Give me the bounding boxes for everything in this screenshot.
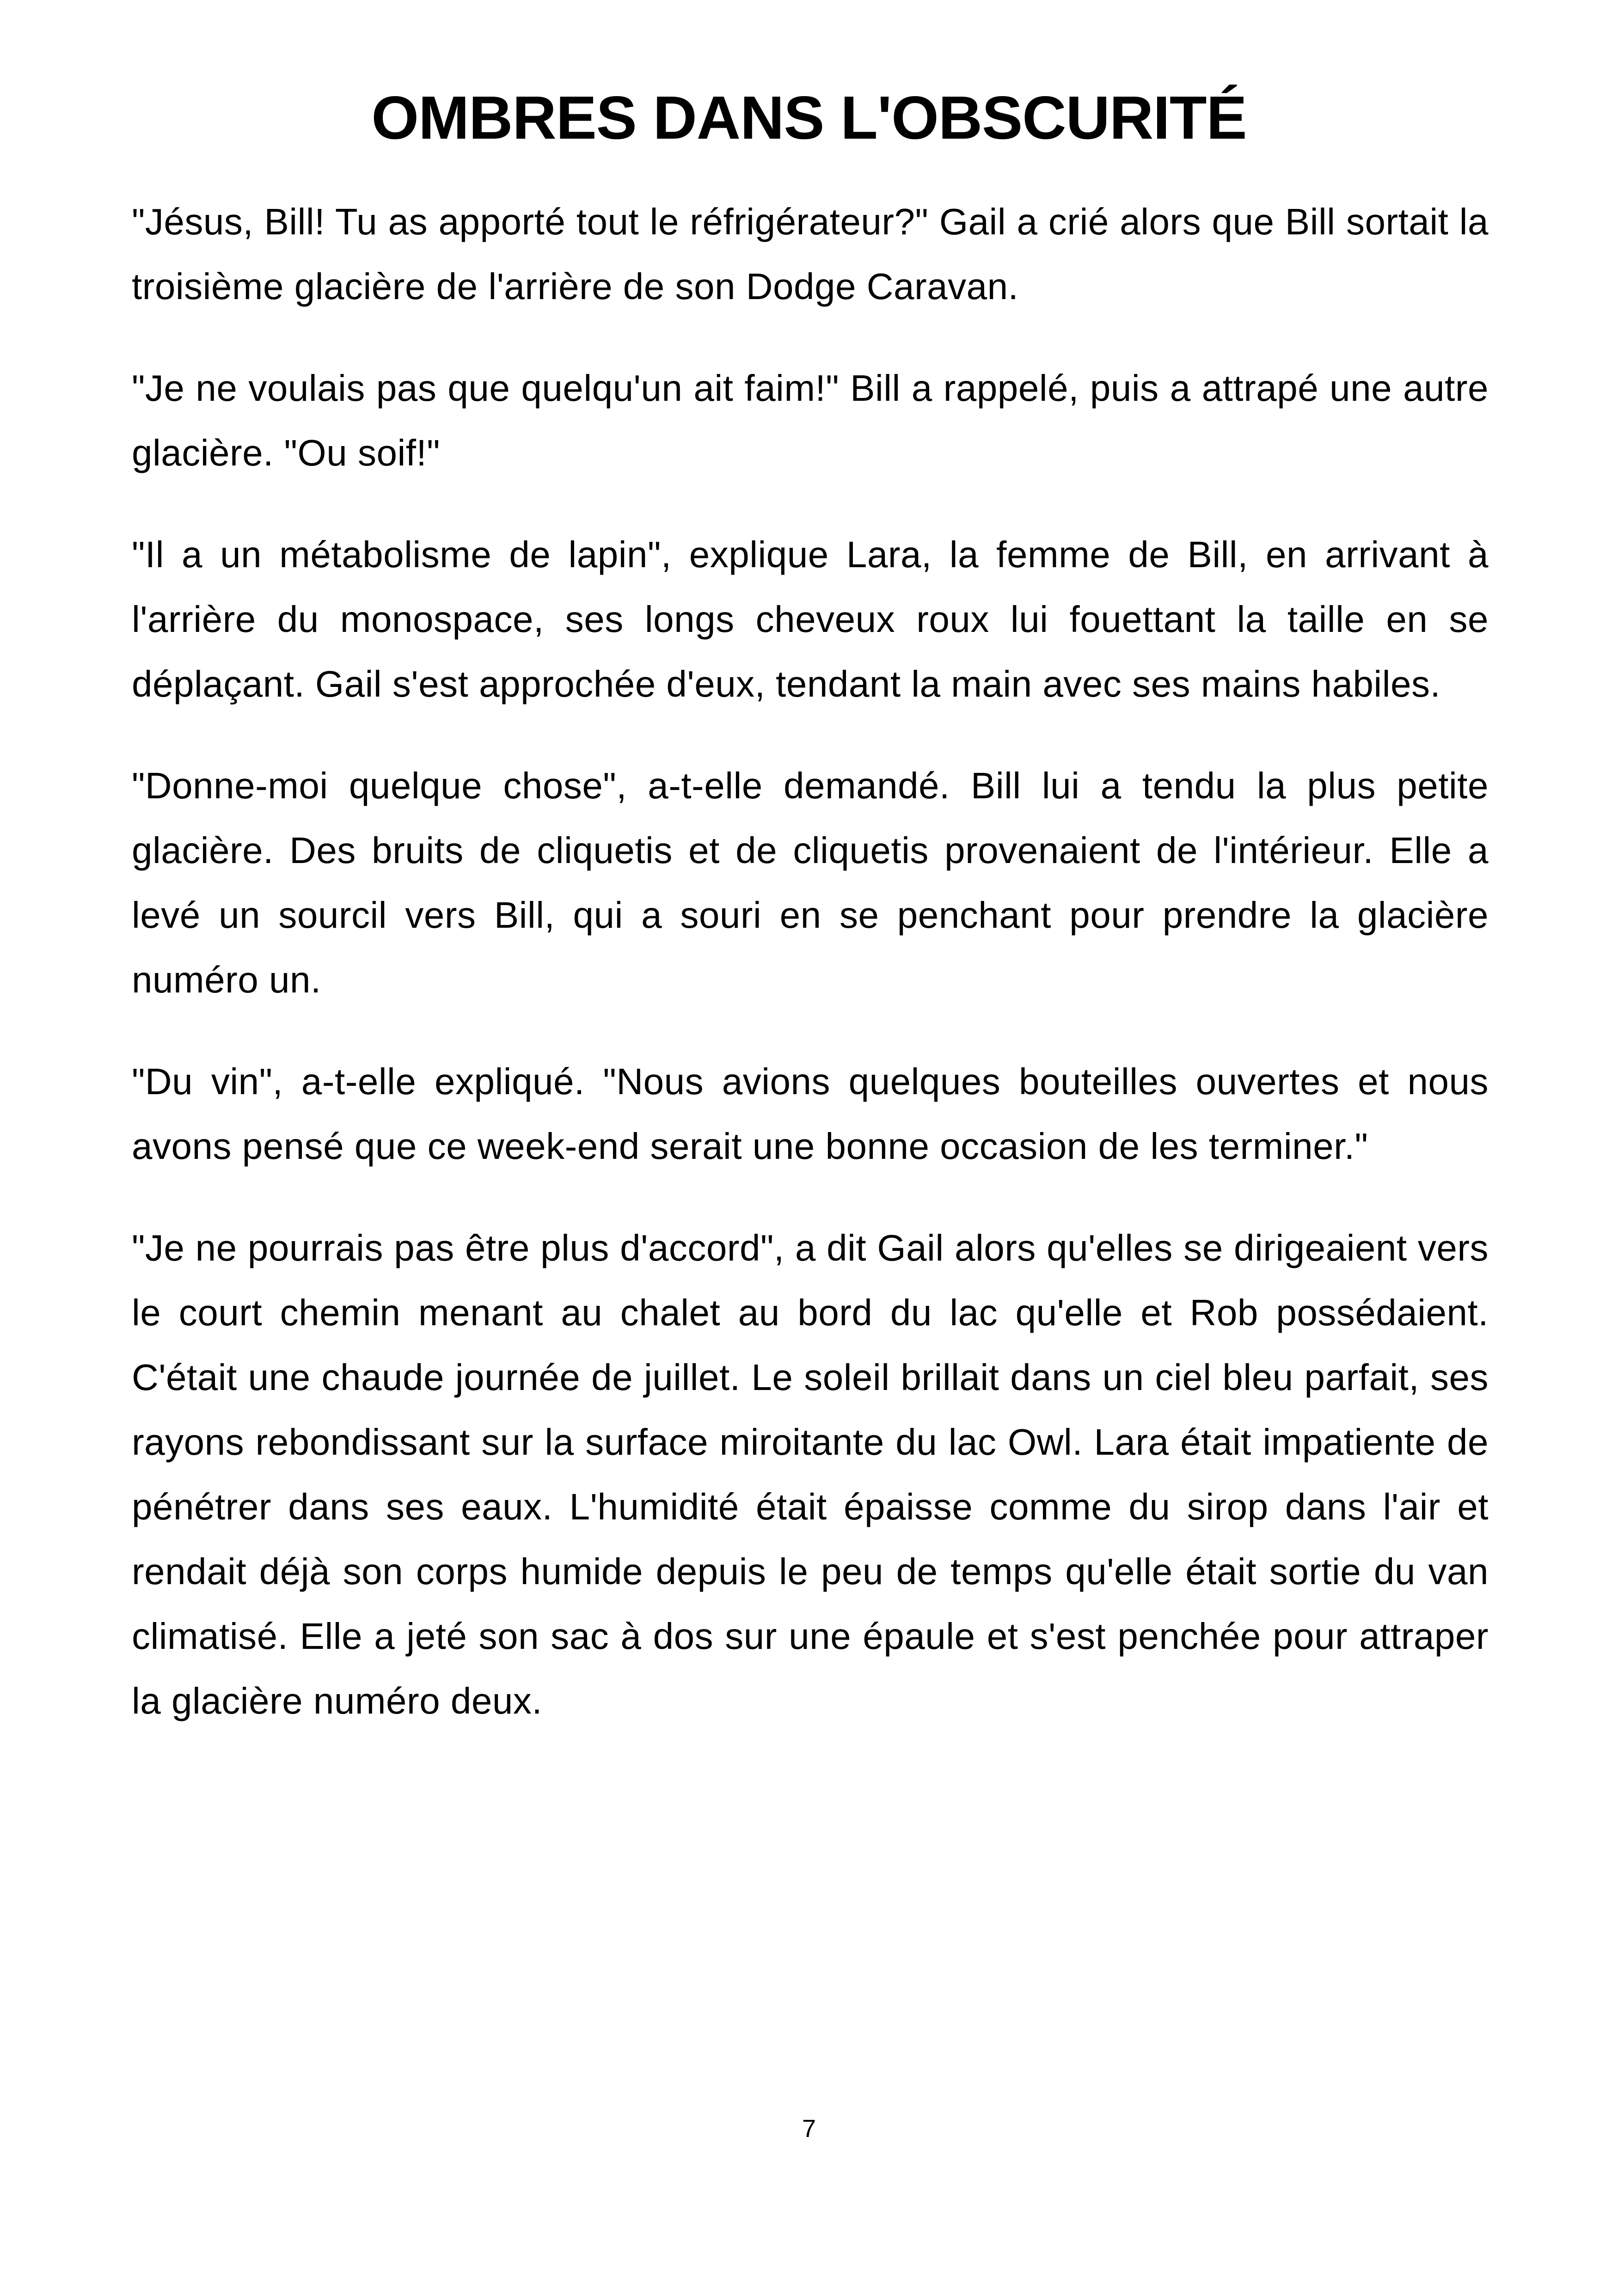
chapter-title: OMBRES DANS L'OBSCURITÉ <box>371 84 1247 152</box>
paragraph: "Du vin", a-t-elle expliqué. "Nous avions quelques bouteilles ouvertes et nous avons pensé que ce week-end serait une bonne occasion de les terminer." <box>132 1061 1489 1167</box>
body-text <box>132 190 1489 1770</box>
paragraph: "Je ne pourrais pas être plus d'accord", a dit Gail alors qu'elles se dirigeaient vers le court chemin menant au chalet au bord du lac qu'elle et Rob possédaient. C'était une chaude journée de juillet. Le soleil brillait dans un ciel bleu parfait, ses rayons rebondissant sur la surface miroitante du lac Owl. Lara était impatiente de pénétrer dans ses eaux. L'humidité était épaisse comme du sirop dans l'air et rendait déjà son corps humide depuis le peu de temps qu'elle était sortie du van climatisé. Elle a jeté son sac à dos sur une épaule et s'est penchée pour attraper la glacière numéro deux. <box>132 1227 1489 1721</box>
paragraph: "Il a un métabolisme de lapin", explique Lara, la femme de Bill, en arrivant à l'arrière du monospace, ses longs cheveux roux lui fouettant la taille en se déplaçant. Gail s'est approchée d'eux, tendant la main avec ses mains habiles. <box>132 534 1489 704</box>
paragraph: "Donne-moi quelque chose", a-t-elle demandé. Bill lui a tendu la plus petite glacière. Des bruits de cliquetis et de cliquetis provenaient de l'intérieur. Elle a levé un sourcil vers Bill, qui a souri en se penchant pour prendre la glacière numéro un. <box>132 765 1489 1000</box>
page-number: 7 <box>802 2115 816 2143</box>
paragraph: "Je ne voulais pas que quelqu'un ait faim!" Bill a rappelé, puis a attrapé une autre glacière. "Ou soif!" <box>132 367 1489 473</box>
paragraph: "Jésus, Bill! Tu as apporté tout le réfrigérateur?" Gail a crié alors que Bill sortait la troisième glacière de l'arrière de son Dodge Caravan. <box>132 201 1489 307</box>
